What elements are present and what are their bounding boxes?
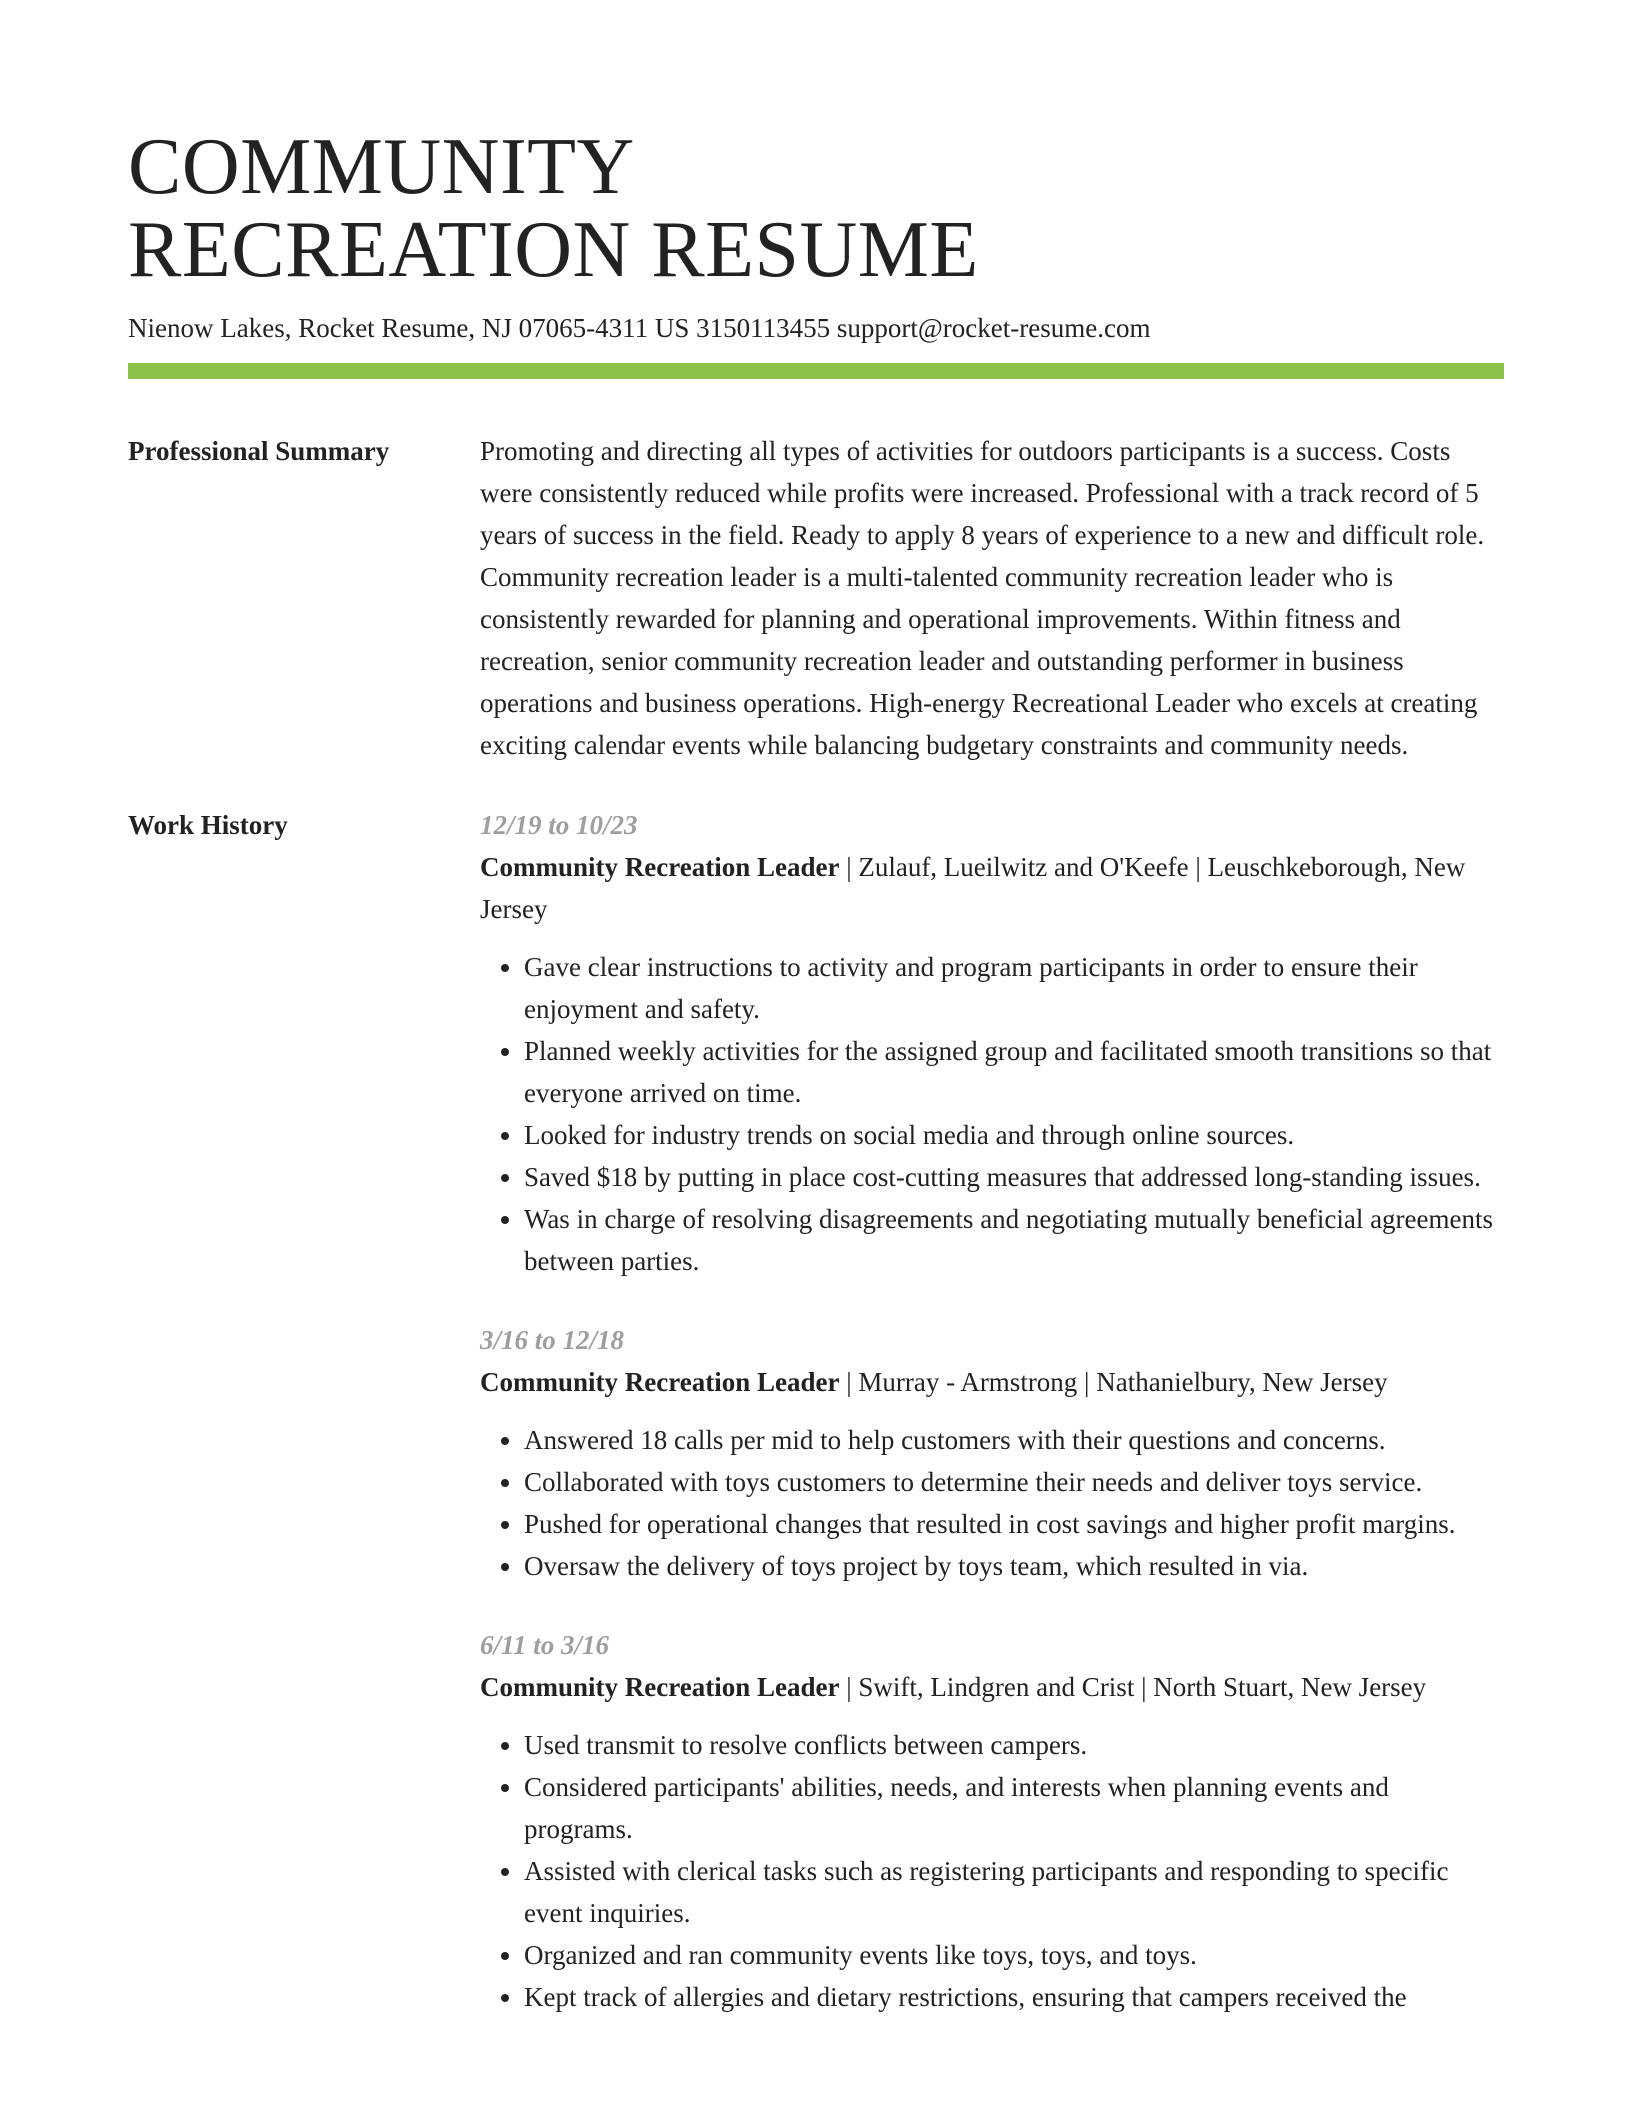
job-bullet: • Used transmit to resolve conflicts between campers. bbox=[524, 1724, 1504, 1766]
contact-line: Nienow Lakes, Rocket Resume, NJ 07065-4311 US 3150113455 support@rocket-resume.com bbox=[128, 313, 1151, 343]
job-entry bbox=[480, 1319, 1504, 1587]
job-bullet-list bbox=[480, 1724, 1504, 2018]
job-bullet: • Assisted with clerical tasks such as registering participants and responding to specific event inquiries. bbox=[524, 1850, 1504, 1934]
job-bullet: • Was in charge of resolving disagreements and negotiating mutually beneficial agreements between parties. bbox=[524, 1198, 1504, 1282]
job-bullet: • Organized and ran community events like toys, toys, and toys. bbox=[524, 1934, 1504, 1976]
job-dates: 3/16 to 12/18 bbox=[480, 1325, 625, 1355]
job-heading bbox=[480, 1666, 1504, 1708]
job-dates: 12/19 to 10/23 bbox=[480, 810, 638, 840]
job-entry bbox=[480, 804, 1504, 1282]
resume-title-line-2: RECREATION RESUME bbox=[128, 206, 979, 294]
summary-text: Promoting and directing all types of activities for outdoors participants is a success. Costs were consistently reduced while profits were increased. Professional with a track record of 5 years of success in the field. Ready to apply 8 years of experience to a new and difficult role. Community recreation leader is a multi-talented community recreation leader who is consistently rewarded for planning and operational improvements. Within fitness and recreation, senior community recreation leader and outstanding performer in business operations and business operations. High-energy Recreational Leader who excels at creating exciting calendar events while balancing budgetary constraints and community needs. bbox=[480, 436, 1485, 760]
job-bullet: • Oversaw the delivery of toys project by toys team, which resulted in via. bbox=[524, 1545, 1504, 1587]
job-bullet: • Answered 18 calls per mid to help customers with their questions and concerns. bbox=[524, 1419, 1504, 1461]
job-bullet: • Considered participants' abilities, needs, and interests when planning events and programs. bbox=[524, 1766, 1504, 1850]
job-title: Community Recreation Leader bbox=[480, 852, 840, 882]
job-bullet: • Collaborated with toys customers to determine their needs and deliver toys service. bbox=[524, 1461, 1504, 1503]
professional-summary-section bbox=[128, 430, 1504, 766]
resume-title-line-1: COMMUNITY bbox=[128, 123, 635, 211]
job-bullet: • Looked for industry trends on social media and through online sources. bbox=[524, 1114, 1504, 1156]
accent-divider bbox=[128, 363, 1504, 379]
job-bullet-list bbox=[480, 946, 1504, 1282]
job-heading bbox=[480, 1361, 1504, 1403]
job-dates: 6/11 to 3/16 bbox=[480, 1630, 610, 1660]
job-bullet: • Pushed for operational changes that resulted in cost savings and higher profit margins. bbox=[524, 1503, 1504, 1545]
resume-title bbox=[128, 123, 1504, 294]
section-label-professional-summary: Professional Summary bbox=[128, 436, 390, 466]
job-company-location: | Swift, Lindgren and Crist | North Stuart, New Jersey bbox=[839, 1672, 1427, 1702]
job-bullet: • Planned weekly activities for the assigned group and facilitated smooth transitions so that everyone arrived on time. bbox=[524, 1030, 1504, 1114]
job-bullet: • Gave clear instructions to activity and program participants in order to ensure their enjoyment and safety. bbox=[524, 946, 1504, 1030]
job-heading bbox=[480, 846, 1504, 930]
section-label-work-history: Work History bbox=[128, 810, 288, 840]
job-bullet-list bbox=[480, 1419, 1504, 1587]
job-entry bbox=[480, 1624, 1504, 2018]
job-bullet: • Saved $18 by putting in place cost-cutting measures that addressed long-standing issues. bbox=[524, 1156, 1504, 1198]
job-company-location: | Zulauf, Lueilwitz and O'Keefe | Leuschkeborough, New Jersey bbox=[480, 852, 1466, 924]
resume-page bbox=[128, 123, 1504, 2055]
work-history-list bbox=[480, 804, 1504, 2055]
job-title: Community Recreation Leader bbox=[480, 1367, 840, 1397]
job-bullet: • Kept track of allergies and dietary restrictions, ensuring that campers received the bbox=[524, 1976, 1504, 2018]
job-title: Community Recreation Leader bbox=[480, 1672, 840, 1702]
job-company-location: | Murray - Armstrong | Nathanielbury, New Jersey bbox=[839, 1367, 1388, 1397]
work-history-section bbox=[128, 804, 1504, 2055]
